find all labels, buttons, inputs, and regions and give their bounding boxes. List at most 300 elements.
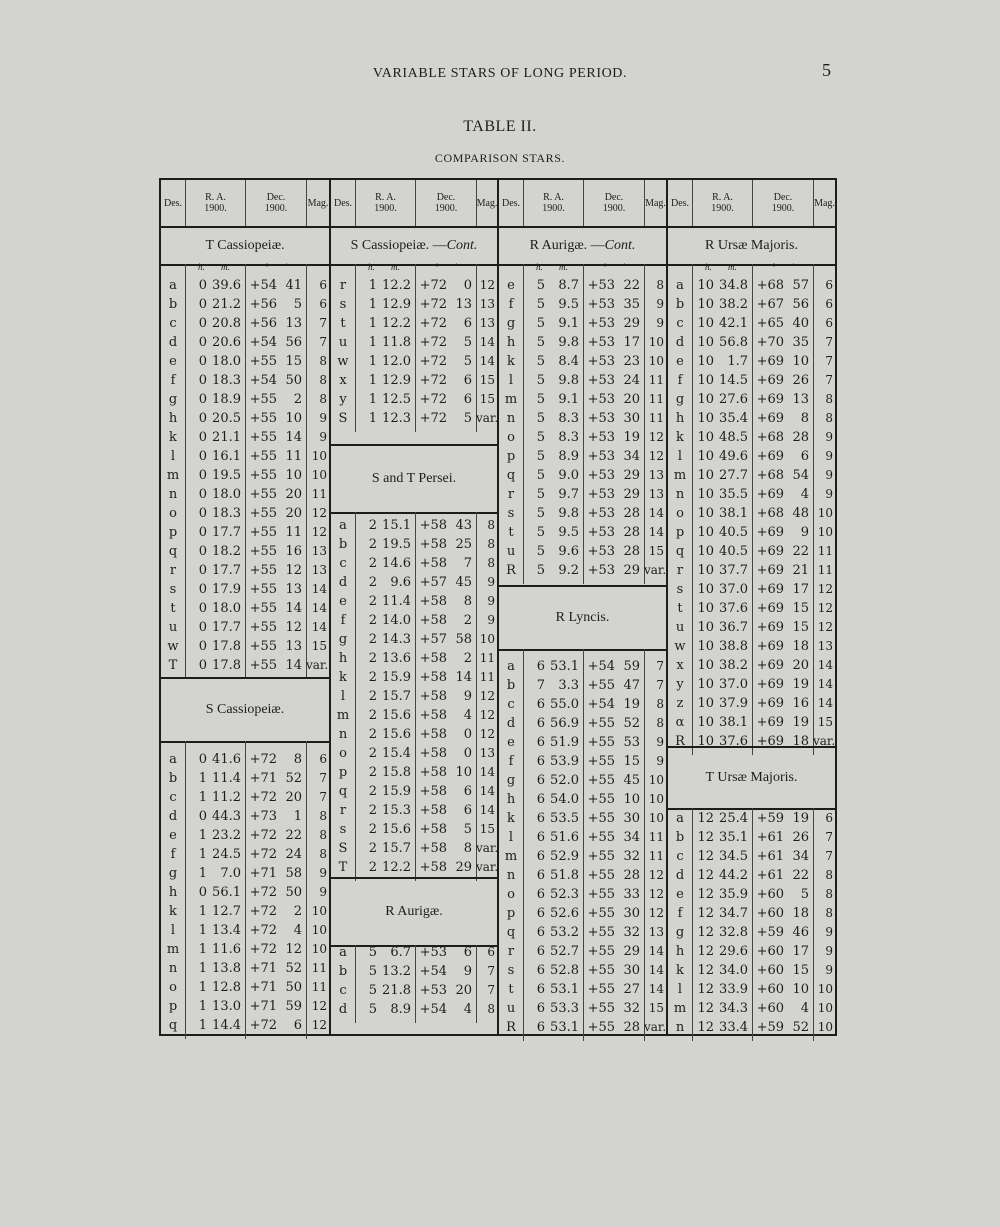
dec-degrees: +59 bbox=[756, 925, 784, 940]
dec-minutes: 52 bbox=[285, 771, 302, 786]
dec-minutes: 52 bbox=[792, 1020, 809, 1035]
ra-hours: 10 bbox=[697, 487, 714, 502]
magnitude: 11 bbox=[648, 373, 664, 387]
ra-hours: 5 bbox=[536, 392, 545, 407]
star-designation: g bbox=[168, 866, 178, 881]
dec-degrees: +58 bbox=[419, 537, 447, 552]
dec-degrees: +71 bbox=[249, 866, 277, 881]
header-dec-text: Dec. 1900. bbox=[602, 192, 626, 214]
dec-degrees: +71 bbox=[249, 980, 277, 995]
magnitude: 7 bbox=[825, 849, 833, 863]
dec-minutes: 35 bbox=[623, 297, 640, 312]
ra-hours: 2 bbox=[368, 784, 377, 799]
ra-minutes: 15.7 bbox=[382, 841, 411, 856]
magnitude: 13 bbox=[311, 544, 327, 558]
star-designation: a bbox=[676, 811, 684, 826]
dec-degrees: +69 bbox=[756, 392, 784, 407]
dec-degrees: +57 bbox=[419, 575, 447, 590]
dec-degrees: +53 bbox=[587, 392, 615, 407]
table-row bbox=[668, 961, 835, 980]
ra-minutes: 15.1 bbox=[382, 518, 411, 533]
ra-hours: 0 bbox=[198, 354, 207, 369]
ra-minutes: 19.5 bbox=[382, 537, 411, 552]
star-designation: r bbox=[339, 278, 347, 293]
dec-minutes: 34 bbox=[623, 449, 640, 464]
dec-degrees: +55 bbox=[587, 716, 615, 731]
dec-degrees: +55 bbox=[249, 468, 277, 483]
star-designation: n bbox=[675, 1020, 685, 1035]
ra-minutes: 52.6 bbox=[550, 906, 579, 921]
star-designation: f bbox=[677, 373, 683, 388]
star-designation: p bbox=[506, 449, 516, 464]
dec-minutes: 22 bbox=[792, 868, 809, 883]
ra-minutes: 14.0 bbox=[382, 613, 411, 628]
dec-degrees: +69 bbox=[756, 544, 784, 559]
magnitude: 14 bbox=[817, 696, 833, 710]
star-designation: m bbox=[504, 849, 518, 864]
ra-hours: 6 bbox=[536, 811, 545, 826]
star-designation: g bbox=[675, 392, 685, 407]
block-title bbox=[499, 228, 666, 264]
ra-minutes: 18.3 bbox=[212, 506, 241, 521]
ra-minutes: 51.6 bbox=[550, 830, 579, 845]
dec-minutes: 43 bbox=[455, 518, 472, 533]
dec-minutes: 0 bbox=[463, 746, 472, 761]
ra-minutes: 44.3 bbox=[212, 809, 241, 824]
ra-hours: 0 bbox=[198, 278, 207, 293]
magnitude: 14 bbox=[311, 582, 327, 596]
magnitude: 14 bbox=[817, 677, 833, 691]
ra-hours: 6 bbox=[536, 697, 545, 712]
ra-minutes: 29.6 bbox=[719, 944, 748, 959]
ra-hours: 2 bbox=[368, 670, 377, 685]
table-header bbox=[499, 180, 666, 228]
magnitude: 11 bbox=[311, 961, 327, 975]
ra-hours: 2 bbox=[368, 765, 377, 780]
table-row bbox=[331, 554, 497, 573]
dec-minutes: 30 bbox=[623, 811, 640, 826]
star-designation: d bbox=[675, 335, 685, 350]
star-designation: n bbox=[338, 727, 348, 742]
ra-hours: 0 bbox=[198, 620, 207, 635]
ra-hours: 0 bbox=[198, 506, 207, 521]
ra-hours: 0 bbox=[198, 639, 207, 654]
magnitude: 6 bbox=[825, 811, 833, 825]
ra-minutes: 40.5 bbox=[719, 525, 748, 540]
dec-minutes: 21 bbox=[792, 563, 809, 578]
ra-minutes: 9.6 bbox=[390, 575, 411, 590]
star-designation: b bbox=[168, 297, 178, 312]
dec-degrees: +55 bbox=[587, 906, 615, 921]
magnitude: 10 bbox=[648, 773, 664, 787]
table-row bbox=[161, 428, 329, 447]
star-designation: r bbox=[169, 563, 177, 578]
header-des bbox=[499, 180, 523, 226]
dec-minutes: 20 bbox=[792, 658, 809, 673]
table-row bbox=[499, 542, 666, 561]
dec-degrees: +71 bbox=[249, 999, 277, 1014]
column-group-1 bbox=[161, 180, 329, 1034]
ra-minutes: 53.1 bbox=[550, 982, 579, 997]
magnitude: 14 bbox=[479, 335, 495, 349]
dec-degrees: +58 bbox=[419, 518, 447, 533]
ra-hours: 6 bbox=[536, 906, 545, 921]
ra-minutes: 40.5 bbox=[719, 544, 748, 559]
dec-minutes: 8 bbox=[463, 841, 472, 856]
table-row bbox=[499, 371, 666, 390]
dec-degrees: +65 bbox=[756, 316, 784, 331]
dec-minutes: 50 bbox=[285, 885, 302, 900]
magnitude: 7 bbox=[319, 335, 327, 349]
star-designation: e bbox=[507, 278, 515, 293]
magnitude: 15 bbox=[479, 822, 495, 836]
magnitude: 8 bbox=[319, 392, 327, 406]
star-designation: c bbox=[507, 697, 515, 712]
table-row bbox=[668, 847, 835, 866]
star-designation: u bbox=[506, 1001, 516, 1016]
table-row bbox=[161, 561, 329, 580]
dec-degrees: +69 bbox=[756, 354, 784, 369]
ra-minutes: 15.7 bbox=[382, 689, 411, 704]
star-designation: d bbox=[338, 1002, 348, 1017]
table-row bbox=[331, 276, 497, 295]
ra-hours: 1 bbox=[198, 866, 207, 881]
dec-minutes: 15 bbox=[792, 963, 809, 978]
star-designation: a bbox=[676, 278, 684, 293]
magnitude: 6 bbox=[487, 945, 495, 959]
dec-minutes: 2 bbox=[463, 651, 472, 666]
dec-degrees: +72 bbox=[419, 354, 447, 369]
table-row bbox=[331, 314, 497, 333]
column-group-4 bbox=[666, 180, 835, 1034]
ra-minutes: 18.9 bbox=[212, 392, 241, 407]
ra-minutes: 18.0 bbox=[212, 487, 241, 502]
dec-degrees: +53 bbox=[587, 335, 615, 350]
block-title: T Cassiopeiæ. bbox=[205, 238, 285, 253]
ra-hours: 7 bbox=[536, 678, 545, 693]
header-mag-text: Mag. bbox=[476, 197, 498, 209]
dec-degrees: +58 bbox=[419, 822, 447, 837]
ra-minutes: 52.8 bbox=[550, 963, 579, 978]
magnitude: 6 bbox=[825, 297, 833, 311]
star-designation: n bbox=[168, 961, 178, 976]
star-designation: s bbox=[339, 822, 347, 837]
ra-hours: 1 bbox=[368, 373, 377, 388]
star-designation: u bbox=[168, 620, 178, 635]
header-mag-text: Mag. bbox=[307, 197, 329, 209]
magnitude: 8 bbox=[825, 906, 833, 920]
ra-hours: 10 bbox=[697, 696, 714, 711]
dec-degrees: +58 bbox=[419, 727, 447, 742]
block-title: R Lyncis. bbox=[555, 610, 610, 625]
dec-degrees: +68 bbox=[756, 430, 784, 445]
dec-minutes: 50 bbox=[285, 373, 302, 388]
star-designation: a bbox=[169, 278, 177, 293]
dec-minutes: 2 bbox=[293, 904, 302, 919]
star-designation: f bbox=[170, 847, 176, 862]
ra-minutes: 17.8 bbox=[212, 639, 241, 654]
table-row bbox=[161, 523, 329, 542]
table-row bbox=[668, 637, 835, 656]
star-designation: e bbox=[676, 887, 684, 902]
table-row bbox=[161, 978, 329, 997]
table-header bbox=[161, 180, 329, 228]
magnitude: 11 bbox=[817, 563, 833, 577]
star-designation: q bbox=[506, 925, 516, 940]
star-designation: d bbox=[675, 868, 685, 883]
star-designation: o bbox=[169, 980, 177, 995]
star-designation: n bbox=[506, 868, 516, 883]
table-row bbox=[499, 866, 666, 885]
table-row bbox=[668, 409, 835, 428]
dec-degrees: +56 bbox=[249, 297, 277, 312]
dec-degrees: +55 bbox=[249, 658, 277, 673]
dec-degrees: +55 bbox=[249, 392, 277, 407]
magnitude: 9 bbox=[825, 963, 833, 977]
ra-minutes: 14.3 bbox=[382, 632, 411, 647]
magnitude: 12 bbox=[817, 620, 833, 634]
ra-hours: 0 bbox=[198, 392, 207, 407]
ra-minutes: 53.5 bbox=[550, 811, 579, 826]
ra-hours: 5 bbox=[536, 468, 545, 483]
unit-label: ° bbox=[772, 262, 776, 272]
star-designation: f bbox=[170, 373, 176, 388]
dec-degrees: +72 bbox=[249, 904, 277, 919]
star-designation: k bbox=[169, 430, 177, 445]
block-title-text: S Cassiopeiæ. — bbox=[350, 238, 447, 253]
dec-degrees: +55 bbox=[249, 601, 277, 616]
ra-minutes: 11.4 bbox=[212, 771, 241, 786]
dec-degrees: +60 bbox=[756, 963, 784, 978]
ra-minutes: 9.5 bbox=[558, 297, 579, 312]
dec-minutes: 26 bbox=[792, 373, 809, 388]
ra-hours: 2 bbox=[368, 803, 377, 818]
table-row bbox=[161, 940, 329, 959]
magnitude: 12 bbox=[479, 278, 495, 292]
dec-degrees: +54 bbox=[587, 659, 615, 674]
magnitude: 9 bbox=[656, 297, 664, 311]
ra-hours: 0 bbox=[198, 487, 207, 502]
dec-degrees: +60 bbox=[756, 906, 784, 921]
star-designation: e bbox=[339, 594, 347, 609]
table-row bbox=[161, 618, 329, 637]
dec-minutes: 20 bbox=[285, 506, 302, 521]
ra-minutes: 53.2 bbox=[550, 925, 579, 940]
table-row bbox=[161, 314, 329, 333]
dec-degrees: +55 bbox=[587, 963, 615, 978]
dec-minutes: 4 bbox=[800, 1001, 809, 1016]
table-row bbox=[499, 657, 666, 676]
magnitude: 12 bbox=[479, 689, 495, 703]
ra-minutes: 35.5 bbox=[719, 487, 748, 502]
magnitude: 14 bbox=[479, 354, 495, 368]
dec-degrees: +55 bbox=[587, 1020, 615, 1035]
dec-degrees: +69 bbox=[756, 639, 784, 654]
ra-hours: 5 bbox=[536, 354, 545, 369]
dec-minutes: 45 bbox=[623, 773, 640, 788]
table-row bbox=[499, 561, 666, 580]
dec-minutes: 12 bbox=[285, 620, 302, 635]
ra-hours: 5 bbox=[536, 430, 545, 445]
star-designation: c bbox=[339, 983, 347, 998]
ra-hours: 5 bbox=[368, 964, 377, 979]
star-designation: n bbox=[675, 487, 685, 502]
magnitude: 11 bbox=[311, 487, 327, 501]
dec-degrees: +72 bbox=[419, 373, 447, 388]
magnitude: 13 bbox=[648, 487, 664, 501]
table-row bbox=[668, 390, 835, 409]
ra-hours: 2 bbox=[368, 575, 377, 590]
table-row bbox=[499, 390, 666, 409]
dec-minutes: 4 bbox=[293, 923, 302, 938]
dec-degrees: +71 bbox=[249, 771, 277, 786]
dec-minutes: 10 bbox=[623, 792, 640, 807]
ra-hours: 10 bbox=[697, 335, 714, 350]
dec-degrees: +54 bbox=[249, 373, 277, 388]
star-designation: b bbox=[338, 537, 348, 552]
magnitude: var. bbox=[476, 841, 499, 855]
ra-minutes: 14.4 bbox=[212, 1018, 241, 1033]
dec-minutes: 29 bbox=[455, 860, 472, 875]
ra-hours: 5 bbox=[368, 1002, 377, 1017]
star-designation: c bbox=[339, 556, 347, 571]
ra-minutes: 52.0 bbox=[550, 773, 579, 788]
ra-hours: 1 bbox=[368, 335, 377, 350]
star-designation: u bbox=[675, 620, 685, 635]
ra-hours: 2 bbox=[368, 689, 377, 704]
star-designation: w bbox=[337, 354, 349, 369]
dec-degrees: +72 bbox=[249, 790, 277, 805]
dec-minutes: 25 bbox=[455, 537, 472, 552]
ra-minutes: 37.9 bbox=[719, 696, 748, 711]
dec-degrees: +54 bbox=[419, 964, 447, 979]
comparison-stars-table bbox=[159, 178, 837, 1036]
dec-degrees: +53 bbox=[587, 411, 615, 426]
ra-minutes: 12.9 bbox=[382, 373, 411, 388]
table-row bbox=[668, 618, 835, 637]
star-designation: k bbox=[676, 963, 684, 978]
table-row bbox=[331, 390, 497, 409]
dec-minutes: 8 bbox=[293, 752, 302, 767]
dec-degrees: +53 bbox=[587, 373, 615, 388]
magnitude: 6 bbox=[825, 278, 833, 292]
star-designation: l bbox=[677, 449, 683, 464]
block-title-cont: Cont. bbox=[446, 238, 478, 253]
star-designation: α bbox=[675, 715, 685, 730]
dec-degrees: +55 bbox=[587, 982, 615, 997]
table-row bbox=[161, 542, 329, 561]
magnitude: 14 bbox=[479, 765, 495, 779]
table-row bbox=[499, 295, 666, 314]
dec-minutes: 29 bbox=[623, 468, 640, 483]
dec-minutes: 32 bbox=[623, 925, 640, 940]
table-row bbox=[668, 713, 835, 732]
table-row bbox=[499, 352, 666, 371]
ra-hours: 10 bbox=[697, 563, 714, 578]
star-designation: h bbox=[675, 944, 685, 959]
ra-hours: 1 bbox=[198, 923, 207, 938]
ra-minutes: 12.7 bbox=[212, 904, 241, 919]
ra-minutes: 37.7 bbox=[719, 563, 748, 578]
star-designation: c bbox=[169, 316, 177, 331]
magnitude: var. bbox=[644, 563, 667, 577]
table-row bbox=[499, 771, 666, 790]
magnitude: 8 bbox=[656, 716, 664, 730]
ra-hours: 10 bbox=[697, 468, 714, 483]
ra-minutes: 44.2 bbox=[719, 868, 748, 883]
magnitude: 14 bbox=[479, 803, 495, 817]
ra-hours: 1 bbox=[198, 847, 207, 862]
table-row bbox=[161, 637, 329, 656]
dec-degrees: +72 bbox=[249, 847, 277, 862]
ra-minutes: 51.8 bbox=[550, 868, 579, 883]
ra-hours: 2 bbox=[368, 651, 377, 666]
ra-minutes: 14.5 bbox=[719, 373, 748, 388]
ra-hours: 6 bbox=[536, 659, 545, 674]
table-row bbox=[499, 999, 666, 1018]
magnitude: 13 bbox=[311, 563, 327, 577]
star-designation: a bbox=[507, 659, 515, 674]
ra-minutes: 49.6 bbox=[719, 449, 748, 464]
dec-minutes: 22 bbox=[285, 828, 302, 843]
magnitude: 10 bbox=[817, 982, 833, 996]
table-row bbox=[161, 599, 329, 618]
star-designation: k bbox=[507, 811, 515, 826]
star-designation: R bbox=[506, 563, 516, 578]
dec-minutes: 12 bbox=[285, 942, 302, 957]
table-row bbox=[499, 676, 666, 695]
table-row bbox=[331, 516, 497, 535]
dec-minutes: 6 bbox=[463, 803, 472, 818]
dec-minutes: 35 bbox=[792, 335, 809, 350]
dec-degrees: +53 bbox=[587, 430, 615, 445]
table-row bbox=[668, 371, 835, 390]
ra-hours: 0 bbox=[198, 335, 207, 350]
table-row bbox=[668, 485, 835, 504]
dec-minutes: 28 bbox=[623, 525, 640, 540]
magnitude: 15 bbox=[817, 715, 833, 729]
dec-minutes: 10 bbox=[285, 468, 302, 483]
ra-minutes: 13.6 bbox=[382, 651, 411, 666]
dec-minutes: 29 bbox=[623, 944, 640, 959]
dec-degrees: +55 bbox=[587, 830, 615, 845]
ra-minutes: 32.8 bbox=[719, 925, 748, 940]
dec-minutes: 19 bbox=[792, 715, 809, 730]
dec-minutes: 0 bbox=[463, 278, 472, 293]
ra-minutes: 41.6 bbox=[212, 752, 241, 767]
ra-minutes: 8.9 bbox=[390, 1002, 411, 1017]
ra-hours: 0 bbox=[198, 752, 207, 767]
dec-degrees: +55 bbox=[587, 754, 615, 769]
table-row bbox=[668, 447, 835, 466]
star-designation: h bbox=[338, 651, 348, 666]
ra-hours: 5 bbox=[368, 945, 377, 960]
ra-hours: 10 bbox=[697, 297, 714, 312]
magnitude: 9 bbox=[825, 925, 833, 939]
ra-hours: 1 bbox=[198, 980, 207, 995]
header-dec bbox=[245, 180, 306, 226]
dec-minutes: 10 bbox=[792, 982, 809, 997]
dec-minutes: 0 bbox=[463, 727, 472, 742]
dec-minutes: 53 bbox=[623, 735, 640, 750]
dec-minutes: 59 bbox=[285, 999, 302, 1014]
ra-hours: 10 bbox=[697, 525, 714, 540]
ra-minutes: 52.9 bbox=[550, 849, 579, 864]
dec-minutes: 26 bbox=[792, 830, 809, 845]
table-row bbox=[499, 333, 666, 352]
star-designation: o bbox=[169, 506, 177, 521]
star-designation: l bbox=[677, 982, 683, 997]
